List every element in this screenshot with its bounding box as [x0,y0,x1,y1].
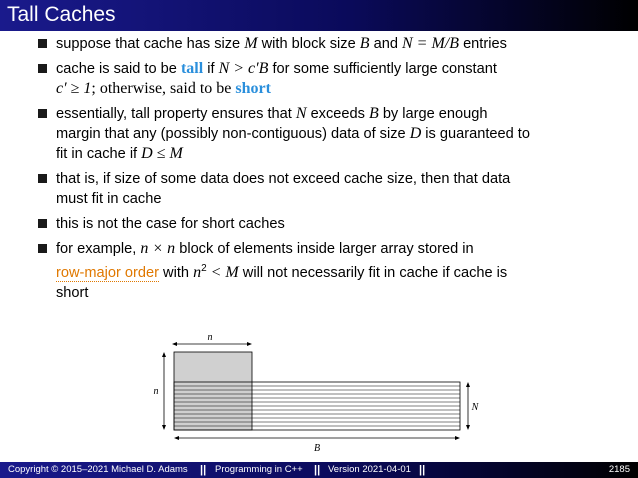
math-lt-M: < M [206,263,239,281]
arrowhead [247,342,252,346]
row-major-order-link[interactable]: row-major order [56,264,159,281]
footer-separator: || [314,464,321,476]
label-right-N: N [471,402,479,413]
bullet-tall-definition [38,59,628,99]
footer-copyright: Copyright © 2015–2021 Michael D. Adams [8,464,188,475]
text: entries [459,36,507,52]
bullet-that-is [38,169,628,209]
footer-separator: || [200,464,207,476]
text: will not necessarily fit in cache if cache is [238,264,508,281]
math-M: M [244,35,258,52]
bullet-square-icon [38,174,47,183]
text: suppose that cache has size [56,36,245,52]
footer-course: Programming in C++ [215,464,303,475]
math-B: B [368,105,379,122]
arrowhead [455,436,460,440]
text: ; otherwise, said to be [91,80,236,97]
text: short [56,284,89,301]
superscript: 2 [201,263,207,274]
label-bottom-B: B [313,443,321,454]
arrowhead [162,425,166,430]
math-constant: c′ ≥ 1 [56,80,92,97]
text: cache is said to be [56,61,181,77]
text: margin that any (possibly non-contiguous) data of size [56,126,410,142]
slide-title: Tall Caches [7,3,116,26]
text: fit in cache if [56,146,142,162]
arrowhead [466,425,470,430]
text: this is not the case for short caches [56,216,285,232]
math-D: D [409,125,422,142]
title-bar [0,0,638,31]
text: for some sufficiently large constant [268,61,497,77]
bullet-short-caches [38,214,628,234]
bullet-square-icon [38,64,47,73]
math-N: N [295,105,307,122]
bullet-square-icon [38,219,47,228]
text: by large enough [378,106,488,122]
bullet-tall-property [38,104,628,164]
text: is guaranteed to [421,126,530,142]
bullet-square-icon [38,244,47,253]
text: must fit in cache [56,191,162,207]
keyword-tall: tall [180,60,204,77]
text: for example, [56,241,141,257]
text: that is, if size of some data does not exceed cache size, then that data [56,171,511,187]
text: with [159,264,194,281]
math-N-equals-M-over-B: N = M/B [402,35,460,52]
label-left-n: n [153,386,159,397]
keyword-short: short [235,80,271,97]
math-n-by-n: n × n [140,240,176,257]
bullet-cache-size [38,34,628,54]
footer-version: Version 2021-04-01 [328,464,411,475]
label-top-n: n [207,332,213,343]
footer-page-number: 2185 [608,464,630,475]
text: exceeds [306,106,369,122]
bullet-square-icon [38,39,47,48]
bullet-list [38,34,628,308]
math-D-le-M: D ≤ M [141,145,183,162]
footer-separator: || [419,464,426,476]
arrowhead [466,382,470,387]
footer-bar [0,462,638,478]
text: if [203,61,219,77]
text: essentially, tall property ensures that [56,106,296,122]
text: with block size [257,36,360,52]
text: and [369,36,402,52]
bullet-square-icon [38,109,47,118]
arrowhead [162,352,166,357]
text: block of elements inside larger array stored in [175,241,474,257]
math-tall-condition: N > c′B [218,60,269,77]
arrowhead [172,342,177,346]
cache-diagram [150,332,490,456]
math-n: n [193,263,202,281]
math-B: B [359,35,370,52]
arrowhead [174,436,179,440]
bullet-example [38,239,628,303]
